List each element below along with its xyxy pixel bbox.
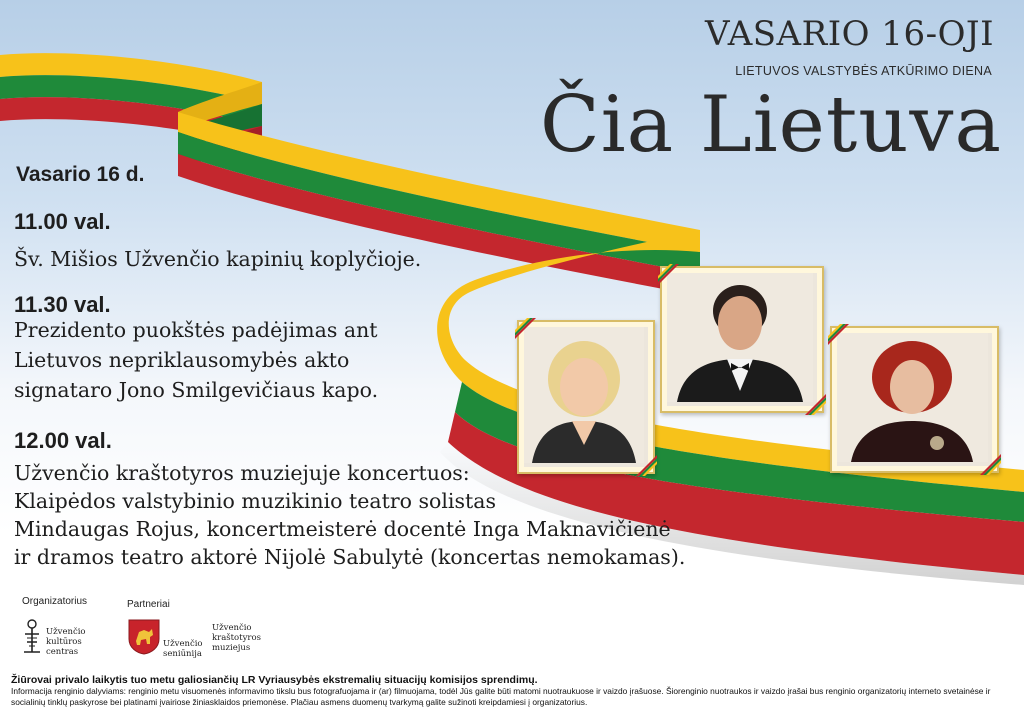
event-2-line-3: signataro Jono Smilgevičiaus kapo. (14, 378, 379, 402)
partners-label: Partneriai (127, 599, 170, 610)
logo-line: Užvenčio (46, 627, 86, 637)
kulturos-centras-logo-icon (20, 618, 44, 658)
photo-inga-maknaviciene (517, 320, 655, 474)
event-3-line-2: Klaipėdos valstybinio muzikinio teatro solistas (14, 489, 496, 513)
logo-krastotyros-muziejus (212, 623, 261, 653)
covid-notice: Žiūrovai privalo laikytis tuo metu galiosiančių LR Vyriausybės ekstremalių situacijų komisijos sprendimų. (11, 674, 538, 686)
woman-blonde-portrait-icon (524, 327, 644, 463)
organizer-label: Organizatorius (22, 596, 88, 607)
header-main-title: Čia Lietuva (540, 80, 1002, 170)
event-time-1: 11.00 val. (14, 209, 111, 234)
program-date: Vasario 16 d. (16, 163, 145, 186)
woman-red-hair-portrait-icon (837, 333, 988, 462)
logo-seniunija (163, 639, 203, 659)
logo-kulturos-centras (46, 627, 86, 657)
photo-mindaugas-rojus (660, 266, 824, 413)
event-2-line-2: Lietuvos nepriklausomybės akto (14, 348, 350, 372)
header-title: VASARIO 16-OJI (704, 14, 994, 54)
privacy-notice: Informacija renginio dalyviams: renginio metu visuomenės informavimo tikslu bus fotografuojama ir (ar) filmuojama, todėl Jūs galite būti matomi nuotraukuose ir vaizdo įrašuose. Šiorenginio nuotraukos ir vaizdo įrašai bus renginio organizatorių interneto svetainėse ir socialinių tinklų paskyrose bei platinami įvairiose žiniasklaidos priemonėse. Plačiau asmens duomenų tvarkymą galite sužinoti kreipdamiesi į organizatorius. (11, 686, 991, 707)
coat-of-arms-icon (128, 619, 160, 655)
flag-corner-icon (979, 453, 1001, 475)
event-3-line-1: Užvenčio kraštotyros muziejuje koncertuos: (14, 461, 470, 485)
logo-line: muziejus (212, 643, 251, 653)
logo-line: seniūnija (163, 649, 202, 659)
flag-corner-icon (515, 318, 537, 340)
logo-line: Užvenčio (212, 623, 252, 633)
event-time-2: 11.30 val. (14, 292, 111, 317)
flag-corner-icon (635, 454, 657, 476)
man-tuxedo-portrait-icon (667, 273, 813, 402)
event-2-line-1: Prezidento puokštės padėjimas ant (14, 318, 378, 342)
event-3-line-4: ir dramos teatro aktorė Nijolė Sabulytė (koncertas nemokamas). (14, 545, 686, 569)
flag-corner-icon (658, 264, 680, 286)
logo-line: centras (46, 647, 79, 657)
event-1-line-1: Šv. Mišios Užvenčio kapinių koplyčioje. (14, 247, 422, 271)
flag-corner-icon (828, 324, 850, 346)
flag-corner-icon (804, 393, 826, 415)
photo-nijole-sabulyte (830, 326, 999, 473)
event-3-line-3: Mindaugas Rojus, koncertmeisterė docentė Inga Maknavičienė (14, 517, 671, 541)
logo-line: Užvenčio (163, 639, 203, 649)
header-subtitle: LIETUVOS VALSTYBĖS ATKŪRIMO DIENA (735, 64, 992, 78)
logo-line: kraštotyros (212, 633, 261, 643)
logo-line: kultūros (46, 637, 82, 647)
event-time-3: 12.00 val. (14, 428, 112, 453)
